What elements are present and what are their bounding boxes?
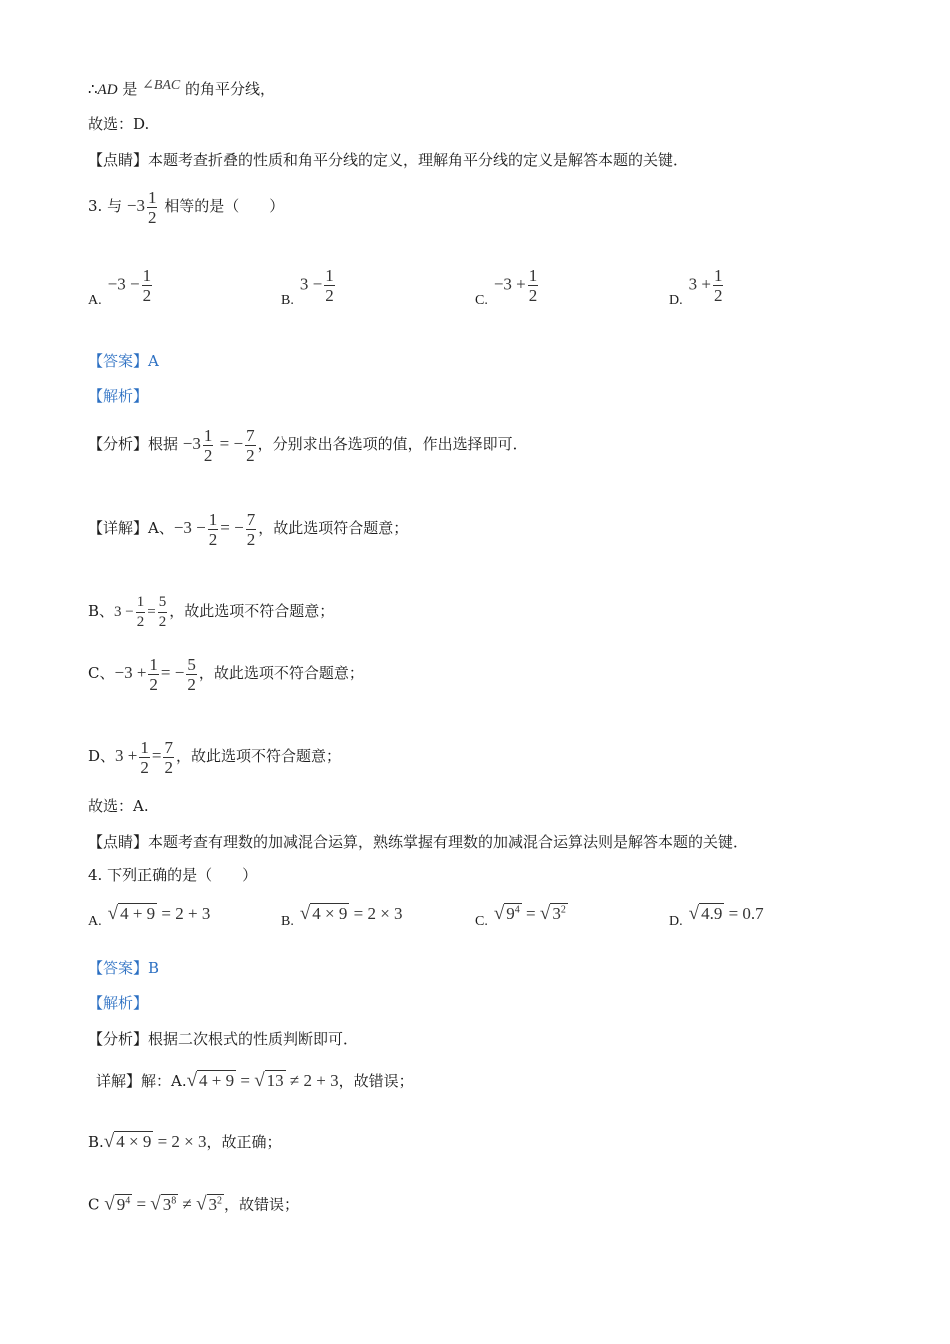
text: ，故此选项不符合题意； [198, 664, 364, 682]
math-expr: 3 + [688, 274, 711, 294]
fraction [324, 266, 335, 305]
radicand: 4 + 9 [120, 904, 156, 923]
analysis-line: 【分析】根据 −3 $\frac{1}{2}$ = − $\frac{7}{2}$ ，分别求出各选项的值，作出选择即可． [88, 425, 528, 465]
option-d[interactable] [669, 266, 725, 309]
question-4: 4. 下列正确的是（ ） [88, 866, 258, 884]
detail-b: B.√ 4 × 9 = 2 × 3，故正确； [88, 1131, 282, 1152]
option-a[interactable] [88, 266, 154, 309]
numerator: 1 [528, 266, 538, 285]
denominator: 2 [528, 286, 538, 305]
option-c[interactable]: C. √ $9^4$ = √ $3^2$ [475, 903, 566, 929]
text: ，分别求出各选项的值，作出选择即可． [257, 435, 528, 453]
detail-c: C √ $9^4$ = √ $3^8$ ≠ √ $3^2$ ，故错误； [88, 1193, 300, 1215]
math-whole: −3 [126, 196, 145, 215]
text: ，故正确； [206, 1133, 282, 1151]
detail-a: 【详解】A、−3 − $\frac{1}{2}$ = − $\frac{7}{2}$ ，故此选项符合题意； [88, 509, 409, 549]
text: 的角平分线， [180, 80, 276, 98]
analysis-line: 【分析】根据二次根式的性质判断即可． [88, 1030, 359, 1048]
text: 是 [117, 80, 143, 98]
text-line [88, 76, 275, 100]
question-3 [88, 184, 284, 228]
answer-text: 【答案】A [88, 352, 159, 370]
commentary-line: 【点睛】本题考查有理数的加减混合运算，熟练掌握有理数的加减混合运算法则是解答本题的关键． [88, 833, 749, 851]
numerator: 1 [713, 266, 723, 285]
denominator: 2 [713, 286, 723, 305]
therefore-symbol: ∴ [88, 80, 98, 98]
numerator: 1 [142, 266, 152, 285]
option-label: C. [475, 914, 488, 929]
question-number: 3. 与 [88, 197, 127, 215]
text: 【分析】根据 [88, 435, 183, 453]
fraction [713, 266, 724, 305]
text: ，故此选项不符合题意； [169, 602, 335, 620]
fraction [147, 188, 158, 227]
text: ，故此选项符合题意； [258, 519, 409, 537]
analysis-label: 【解析】 [88, 387, 149, 405]
math-expr: = 2 + 3 [157, 904, 211, 923]
option-d[interactable] [669, 903, 764, 930]
option-a[interactable] [88, 903, 210, 930]
commentary-line: 【点睛】本题考查折叠的性质和角平分线的定义，理解角平分线的定义是解答本题的关键． [88, 151, 689, 169]
text: C [88, 1195, 105, 1214]
fraction [142, 266, 153, 305]
radicand: 9 [506, 904, 515, 923]
option-b[interactable] [281, 266, 337, 309]
detail-a: 详解】解：A.√ 4 + 9 = √ 13 ≠ 2 + 3，故错误； [96, 1070, 414, 1091]
option-b[interactable] [281, 903, 403, 930]
option-label: B. [281, 914, 294, 929]
angle-symbol: ∠BAC [142, 78, 181, 93]
text: 【详解】A、 [88, 519, 174, 537]
option-label: D. [669, 292, 683, 308]
sqrt-expr: √ $9^4$ [493, 903, 520, 924]
math-expr: −3 − [107, 274, 140, 294]
text: B. [88, 1133, 104, 1151]
denominator: 2 [142, 286, 152, 305]
math-expr: = 0.7 [724, 904, 764, 923]
option-label: A. [88, 914, 102, 929]
answer-choice-line: 故选：A. [88, 797, 149, 815]
denominator: 2 [147, 207, 157, 227]
detail-c: C、−3 + $\frac{1}{2}$ = − $\frac{5}{2}$ ，故此选项不符合题意； [88, 654, 364, 694]
text: ，故此选项不符合题意； [175, 747, 341, 765]
detail-d: D、3 + $\frac{1}{2}$ = $\frac{7}{2}$ ，故此选项不符合题意； [88, 737, 341, 777]
math-expr: = 2 × 3 [349, 904, 403, 923]
text: C、 [88, 664, 115, 682]
answer-text: 【答案】B [88, 959, 160, 977]
option-c[interactable] [475, 266, 540, 309]
option-label: B. [281, 292, 294, 308]
text: 详解】解：A. [96, 1072, 187, 1090]
numerator: 1 [147, 187, 157, 207]
sqrt-expr: √ 4 × 9 [299, 903, 348, 924]
fraction [528, 266, 539, 305]
text: ，故错误； [224, 1195, 300, 1214]
math-expr: −3 + [493, 274, 526, 294]
text: 相等的是（ ） [159, 197, 285, 215]
text: B、 [88, 602, 115, 620]
radicand: 4 × 9 [312, 904, 348, 923]
answer-choice-line: 故选：D. [88, 115, 150, 133]
denominator: 2 [325, 286, 334, 305]
option-label: C. [475, 292, 488, 308]
answer-label [88, 958, 159, 978]
answer-label [88, 351, 159, 371]
analysis-label: 【解析】 [88, 994, 149, 1012]
numerator: 1 [325, 266, 334, 285]
text: D、 [88, 747, 116, 765]
radicand: 4.9 [701, 904, 723, 923]
detail-b: B、3 − $\frac{1}{2}$ = $\frac{5}{2}$ ，故此选项不符合题意； [88, 593, 335, 630]
text: ，故错误； [338, 1072, 414, 1090]
option-label: D. [669, 914, 683, 929]
option-label: A. [88, 292, 102, 308]
math-var: AD [97, 82, 118, 98]
math-expr: 3 − [299, 274, 323, 294]
sqrt-expr: √ 4.9 [688, 903, 723, 924]
sqrt-expr: √ 4 + 9 [107, 903, 156, 924]
